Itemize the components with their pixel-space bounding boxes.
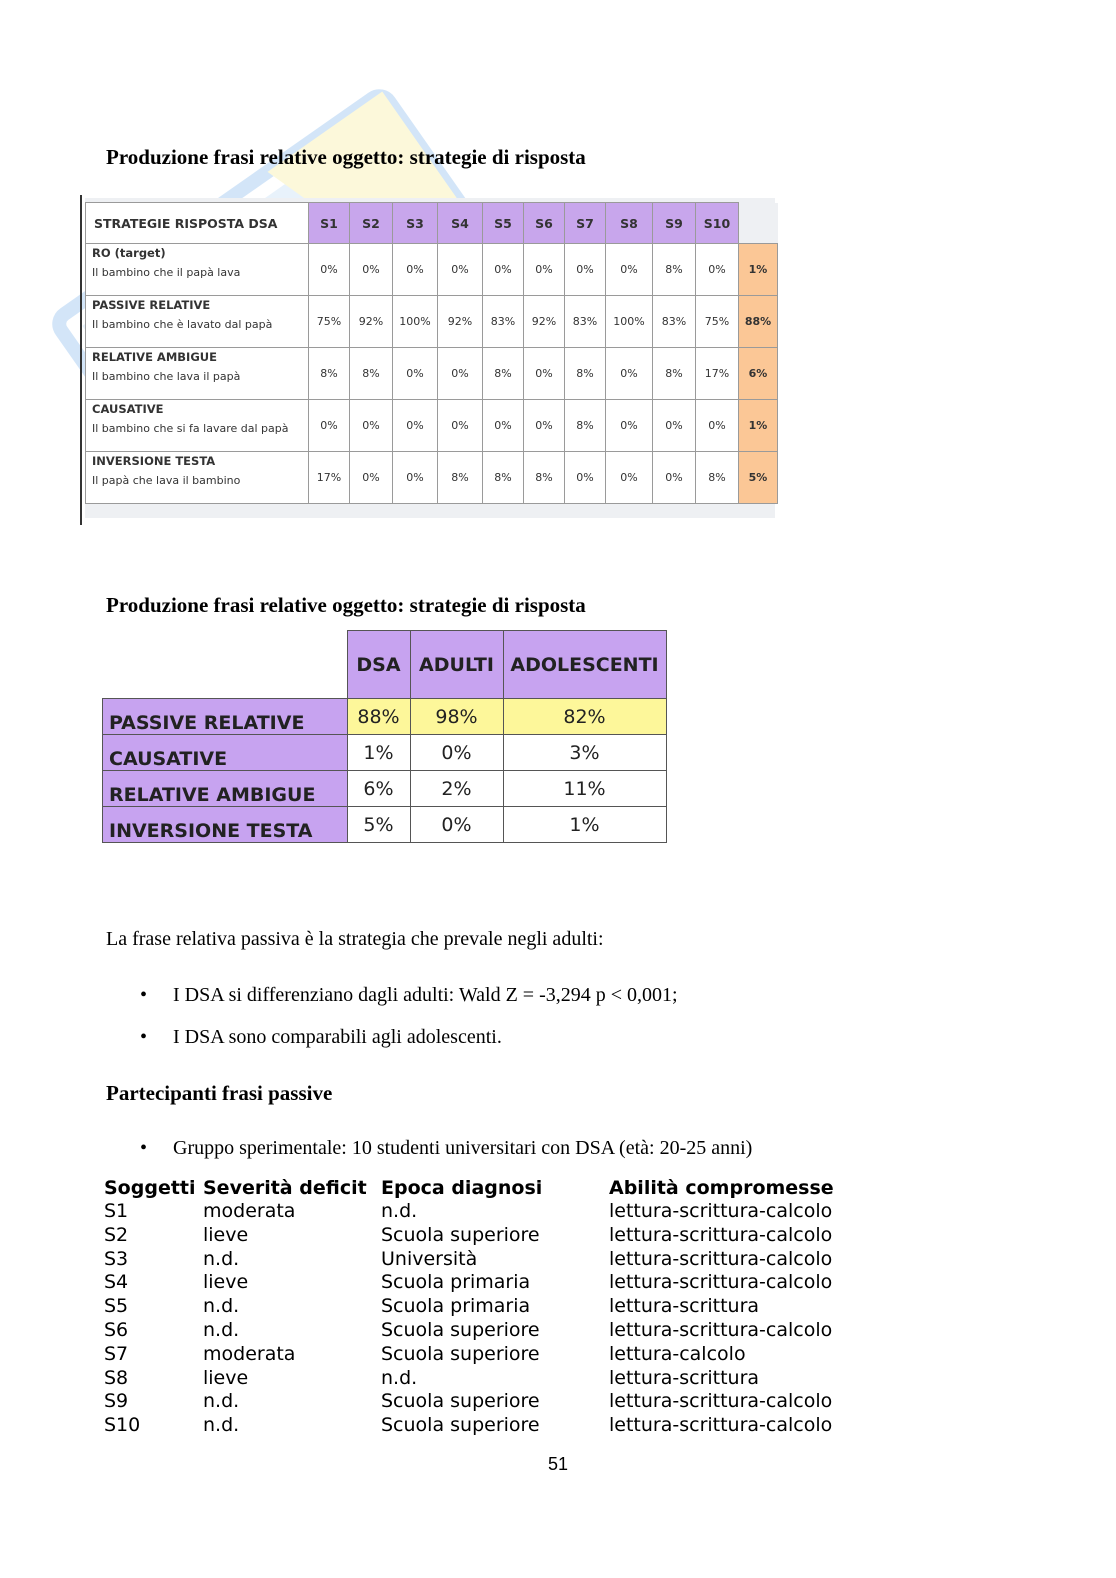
row-label: CAUSATIVE xyxy=(103,735,348,771)
table-cell: 75% xyxy=(309,296,350,348)
strategy-label xyxy=(86,348,309,400)
table-cell: Scuola primaria xyxy=(381,1271,531,1294)
table-cell: 8% xyxy=(309,348,350,400)
table-cell: lettura-scrittura xyxy=(609,1295,760,1318)
table-cell: Scuola superiore xyxy=(381,1414,540,1437)
table-row xyxy=(104,1367,849,1391)
table-row xyxy=(104,1271,849,1295)
table-cell: 0% xyxy=(438,244,483,296)
table-row xyxy=(86,296,778,348)
header-s9: S9 xyxy=(653,203,696,244)
table-cell: 92% xyxy=(438,296,483,348)
bullet-text: I DSA si differenziano dagli adulti: Wald Z = -3,294 p < 0,001; xyxy=(173,984,678,1006)
header-dsa: DSA xyxy=(347,631,410,699)
table-cell: 11% xyxy=(503,771,666,807)
header-s3: S3 xyxy=(393,203,438,244)
header-s1: S1 xyxy=(309,203,350,244)
table-cell: 8% xyxy=(653,244,696,296)
bullet-icon: • xyxy=(140,1137,148,1159)
header-s6: S6 xyxy=(524,203,565,244)
table-cell: 0% xyxy=(410,807,503,843)
header-strategy: STRATEGIE RISPOSTA DSA xyxy=(86,203,309,244)
table-row xyxy=(103,699,667,735)
table-cell: lettura-scrittura-calcolo xyxy=(609,1390,833,1413)
table-cell: 0% xyxy=(393,400,438,452)
table-cell: moderata xyxy=(203,1200,296,1222)
table-cell: S2 xyxy=(104,1223,129,1246)
table-cell: S9 xyxy=(104,1390,129,1413)
table-cell: 0% xyxy=(524,400,565,452)
table-header-row xyxy=(86,203,778,244)
table-cell: 0% xyxy=(524,348,565,400)
table2-title: Produzione frasi relative oggetto: strategie di risposta xyxy=(106,593,586,617)
header-soggetti: Soggetti xyxy=(104,1177,196,1199)
table-cell: 0% xyxy=(309,400,350,452)
bullet-text: Gruppo sperimentale: 10 studenti universitari con DSA (età: 20-25 anni) xyxy=(173,1137,753,1159)
table-cell: 0% xyxy=(483,400,524,452)
table-cell: 0% xyxy=(696,244,739,296)
table-cell: Scuola superiore xyxy=(381,1223,540,1246)
strategy-name: RELATIVE AMBIGUE xyxy=(92,350,217,364)
table-cell: lettura-scrittura-calcolo xyxy=(609,1318,833,1341)
table-row xyxy=(104,1343,849,1367)
table-row xyxy=(104,1224,849,1248)
table-cell: lettura-scrittura-calcolo xyxy=(609,1223,833,1246)
table-cell: 8% xyxy=(653,348,696,400)
table-row xyxy=(103,735,667,771)
strategy-name: CAUSATIVE xyxy=(92,402,164,416)
table-cell: Università xyxy=(381,1247,478,1270)
bullet-icon: • xyxy=(140,1026,148,1048)
table-cell: n.d. xyxy=(381,1366,418,1389)
table-row xyxy=(104,1248,849,1272)
table-cell: 0% xyxy=(653,400,696,452)
table-cell: 0% xyxy=(696,400,739,452)
table-row xyxy=(86,452,778,504)
table-cell: 1% xyxy=(503,807,666,843)
strategy-example: Il bambino che il papà lava xyxy=(92,266,241,279)
page-number: 51 xyxy=(547,1454,569,1474)
table-cell: moderata xyxy=(203,1342,296,1365)
table-cell: lieve xyxy=(203,1271,249,1294)
table-cell: S1 xyxy=(104,1200,129,1222)
table-cell: 0% xyxy=(483,244,524,296)
table-row xyxy=(104,1295,849,1319)
table-cell: 82% xyxy=(503,699,666,735)
left-rule xyxy=(80,195,82,525)
average-cell: 88% xyxy=(739,296,778,348)
header-abilita: Abilità compromesse xyxy=(609,1177,834,1199)
table-cell: Scuola superiore xyxy=(381,1390,540,1413)
header-s10: S10 xyxy=(696,203,739,244)
table-cell: 0% xyxy=(606,400,653,452)
table-cell: 0% xyxy=(393,348,438,400)
header-adolescenti: ADOLESCENTI xyxy=(503,631,666,699)
header-s8: S8 xyxy=(606,203,653,244)
table-cell: 75% xyxy=(696,296,739,348)
table-cell: lieve xyxy=(203,1223,249,1246)
table-cell: lieve xyxy=(203,1366,249,1389)
strategy-example: Il bambino che si fa lavare dal papà xyxy=(92,422,289,435)
table-cell: S4 xyxy=(104,1271,129,1294)
table-cell: 0% xyxy=(393,452,438,504)
table-cell: lettura-scrittura xyxy=(609,1366,760,1389)
average-cell: 1% xyxy=(739,244,778,296)
participants-table xyxy=(104,1176,849,1438)
table-cell: 100% xyxy=(393,296,438,348)
strategy-comparison-table xyxy=(102,630,667,843)
table-cell: 0% xyxy=(309,244,350,296)
header-epoca: Epoca diagnosi xyxy=(381,1177,543,1199)
table-cell: S6 xyxy=(104,1318,129,1341)
table-header-row xyxy=(104,1176,849,1200)
header-adulti: ADULTI xyxy=(410,631,503,699)
table-row xyxy=(104,1414,849,1438)
table-cell: Scuola superiore xyxy=(381,1342,540,1365)
average-cell: 6% xyxy=(739,348,778,400)
table-cell: S10 xyxy=(104,1414,141,1437)
strategy-name: RO (target) xyxy=(92,246,166,260)
table-cell: 0% xyxy=(350,452,393,504)
table1-title: Produzione frasi relative oggetto: strategie di risposta xyxy=(106,145,586,169)
table-cell: 5% xyxy=(347,807,410,843)
header-s7: S7 xyxy=(565,203,606,244)
table-cell: 0% xyxy=(565,452,606,504)
row-label: INVERSIONE TESTA xyxy=(103,807,348,843)
table-cell: 0% xyxy=(350,244,393,296)
table-cell: 17% xyxy=(309,452,350,504)
table-cell: n.d. xyxy=(203,1247,240,1270)
table-cell: n.d. xyxy=(203,1318,240,1341)
table-cell: lettura-scrittura-calcolo xyxy=(609,1271,833,1294)
table-cell: n.d. xyxy=(203,1390,240,1413)
table-row xyxy=(86,348,778,400)
header-s4: S4 xyxy=(438,203,483,244)
table-cell: 100% xyxy=(606,296,653,348)
list-item xyxy=(140,1137,752,1160)
bullet-icon: • xyxy=(140,984,148,1006)
table-cell: S7 xyxy=(104,1342,129,1365)
table-cell: 83% xyxy=(653,296,696,348)
table-cell: 3% xyxy=(503,735,666,771)
table-cell: Scuola primaria xyxy=(381,1295,531,1318)
strategy-label xyxy=(86,452,309,504)
table-cell: 0% xyxy=(350,400,393,452)
table-cell: 98% xyxy=(410,699,503,735)
row-label: PASSIVE RELATIVE xyxy=(103,699,348,735)
table-row xyxy=(86,244,778,296)
table-cell: 8% xyxy=(483,452,524,504)
table-cell: 0% xyxy=(606,348,653,400)
empty-corner xyxy=(103,631,348,699)
table-cell: 0% xyxy=(438,348,483,400)
table-cell: lettura-scrittura-calcolo xyxy=(609,1414,833,1437)
table-cell: n.d. xyxy=(203,1295,240,1318)
table-cell: S3 xyxy=(104,1247,129,1270)
table-cell: 0% xyxy=(653,452,696,504)
table-cell: 92% xyxy=(350,296,393,348)
strategy-example: Il bambino che è lavato dal papà xyxy=(92,318,273,331)
table-cell: 8% xyxy=(524,452,565,504)
strategy-label xyxy=(86,296,309,348)
table-cell: 0% xyxy=(606,452,653,504)
table-cell: 8% xyxy=(565,400,606,452)
strategy-table-dsa xyxy=(85,202,778,504)
table-header-row xyxy=(103,631,667,699)
table-cell: 8% xyxy=(438,452,483,504)
table-cell: 0% xyxy=(524,244,565,296)
table-cell: 6% xyxy=(347,771,410,807)
table-cell: 8% xyxy=(696,452,739,504)
table-row xyxy=(103,771,667,807)
list-item xyxy=(140,1026,502,1049)
table-cell: 92% xyxy=(524,296,565,348)
table-cell: 8% xyxy=(483,348,524,400)
header-s5: S5 xyxy=(483,203,524,244)
table-cell: 2% xyxy=(410,771,503,807)
table-cell: 83% xyxy=(565,296,606,348)
intro-paragraph: La frase relativa passiva è la strategia che prevale negli adulti: xyxy=(106,928,604,950)
table-cell: 0% xyxy=(393,244,438,296)
table-cell: S8 xyxy=(104,1366,129,1389)
header-s2: S2 xyxy=(350,203,393,244)
strategy-name: INVERSIONE TESTA xyxy=(92,454,216,468)
table-cell: lettura-scrittura-calcolo xyxy=(609,1200,833,1222)
row-label: RELATIVE AMBIGUE xyxy=(103,771,348,807)
table-cell: lettura-scrittura-calcolo xyxy=(609,1247,833,1270)
strategy-example: Il papà che lava il bambino xyxy=(92,474,241,487)
table-cell: 0% xyxy=(565,244,606,296)
table-cell: n.d. xyxy=(381,1200,418,1222)
table-cell: 0% xyxy=(410,735,503,771)
strategy-name: PASSIVE RELATIVE xyxy=(92,298,211,312)
table-cell: n.d. xyxy=(203,1414,240,1437)
list-item xyxy=(140,984,678,1007)
table-cell: 88% xyxy=(347,699,410,735)
participants-heading: Partecipanti frasi passive xyxy=(106,1081,333,1105)
table-cell: 8% xyxy=(350,348,393,400)
table-cell: S5 xyxy=(104,1295,129,1318)
table-cell: 8% xyxy=(565,348,606,400)
average-cell: 1% xyxy=(739,400,778,452)
strategy-label xyxy=(86,244,309,296)
strategy-label xyxy=(86,400,309,452)
table-cell: lettura-calcolo xyxy=(609,1342,746,1365)
table-row xyxy=(104,1200,849,1224)
table-cell: 83% xyxy=(483,296,524,348)
table-row xyxy=(103,807,667,843)
table-cell: 0% xyxy=(438,400,483,452)
table-cell: 1% xyxy=(347,735,410,771)
bullet-text: I DSA sono comparabili agli adolescenti. xyxy=(173,1026,502,1048)
table-row xyxy=(104,1390,849,1414)
table-row xyxy=(86,400,778,452)
table-row xyxy=(104,1319,849,1343)
header-severita: Severità deficit xyxy=(203,1177,367,1199)
strategy-example: Il bambino che lava il papà xyxy=(92,370,241,383)
table-cell: 0% xyxy=(606,244,653,296)
table-cell: Scuola superiore xyxy=(381,1318,540,1341)
table-cell: 17% xyxy=(696,348,739,400)
average-cell: 5% xyxy=(739,452,778,504)
header-average xyxy=(739,203,778,244)
